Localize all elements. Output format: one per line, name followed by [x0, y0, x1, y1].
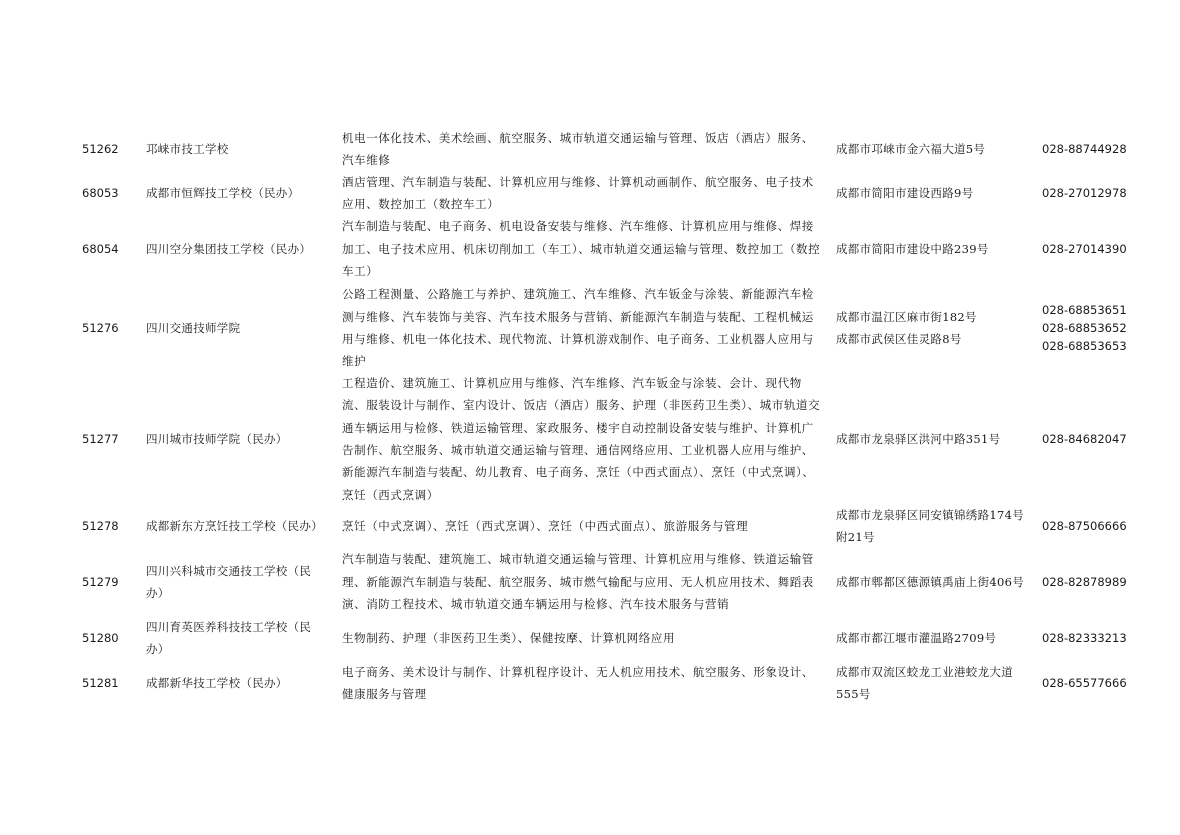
school-name: 四川城市技师学院（民办）	[146, 432, 288, 446]
table-row	[0, 215, 1180, 283]
school-majors: 酒店管理、汽车制造与装配、计算机应用与维修、计算机动画制作、航空服务、电子技术应用、数控加工（数控车工）	[342, 174, 814, 211]
school-name: 邛崃市技工学校	[146, 142, 229, 156]
school-address: 成都市都江堰市灌温路2709号	[836, 631, 997, 645]
school-code: 68053	[82, 186, 119, 200]
phone-number: 028-27014390	[1042, 242, 1127, 256]
phone-number: 028-88744928	[1042, 142, 1127, 156]
school-address: 成都市邛崃市金六福大道5号	[836, 142, 986, 156]
school-majors: 机电一体化技术、美术绘画、航空服务、城市轨道交通运输与管理、饭店（酒店）服务、汽车维修	[342, 130, 814, 167]
school-code: 51279	[82, 575, 119, 589]
school-phone	[1042, 373, 1132, 505]
school-address: 成都市温江区麻市街182号 成都市武侯区佳灵路8号	[836, 310, 977, 346]
school-name: 四川育英医养科技技工学校（民办）	[146, 620, 312, 656]
school-phone	[1042, 283, 1132, 373]
table-row	[0, 127, 1180, 171]
school-name: 四川兴科城市交通技工学校（民办）	[146, 564, 312, 600]
school-code: 68054	[82, 242, 119, 256]
table-row	[0, 283, 1180, 373]
school-address: 成都市龙泉驿区同安镇锦绣路174号附21号	[836, 508, 1025, 544]
school-majors: 烹饪（中式烹调）、烹饪（西式烹调）、烹饪（中西式面点）、旅游服务与管理	[342, 518, 749, 533]
phone-number: 028-65577666	[1042, 676, 1127, 690]
phone-number: 028-84682047	[1042, 432, 1127, 446]
school-code: 51262	[82, 142, 119, 156]
phone-number: 028-68853653	[1042, 339, 1127, 353]
school-majors: 工程造价、建筑施工、计算机应用与维修、汽车维修、汽车钣金与涂装、会计、现代物流、服装设计与制作、室内设计、饭店（酒店）服务、护理（非医药卫生类）、城市轨道交通车辆运用与检修、铁道运输管理、家政服务、楼宇自动控制设备安装与维护、计算机广告制作、航空服务、城市轨道交通运输与管理、通信网络应用、工业机器人应用与维护、新能源汽车制造与装配、幼儿教育、电子商务、烹饪（中西式面点）、烹饪（中式烹调）、烹饪（西式烹调）	[342, 375, 821, 502]
phone-number: 028-87506666	[1042, 519, 1127, 533]
school-name: 成都市恒辉技工学校（民办）	[146, 186, 300, 200]
school-majors: 汽车制造与装配、电子商务、机电设备安装与维修、汽车维修、计算机应用与维修、焊接加工、电子技术应用、机床切削加工（车工）、城市轨道交通运输与管理、数控加工（数控车工）	[342, 219, 821, 279]
school-address: 成都市简阳市建设西路9号	[836, 186, 974, 200]
table-row	[0, 617, 1180, 659]
school-phone	[1042, 659, 1132, 707]
table-row	[0, 373, 1180, 505]
phone-number: 028-82333213	[1042, 631, 1127, 645]
school-address: 成都市龙泉驿区洪河中路351号	[836, 432, 1001, 446]
school-address: 成都市简阳市建设中路239号	[836, 242, 989, 256]
school-name: 成都新华技工学校（民办）	[146, 676, 288, 690]
school-phone	[1042, 547, 1132, 617]
school-address: 成都市郫都区德源镇禹庙上街406号	[836, 575, 1025, 589]
school-majors: 公路工程测量、公路施工与养护、建筑施工、汽车维修、汽车钣金与涂装、新能源汽车检测与维修、汽车装饰与美容、汽车技术服务与营销、新能源汽车制造与装配、工程机械运用与维修、机电一体化技术、现代物流、计算机游戏制作、电子商务、工业机器人应用与维护	[342, 287, 814, 369]
school-code: 51276	[82, 321, 119, 335]
school-code: 51278	[82, 519, 119, 533]
school-majors: 生物制药、护理（非医药卫生类）、保健按摩、计算机网络应用	[342, 630, 676, 645]
phone-number: 028-82878989	[1042, 575, 1127, 589]
school-majors: 汽车制造与装配、建筑施工、城市轨道交通运输与管理、计算机应用与维修、铁道运输管理、新能源汽车制造与装配、航空服务、城市燃气输配与应用、无人机应用技术、舞蹈表演、消防工程技术、城市轨道交通车辆运用与检修、汽车技术服务与营销	[342, 552, 814, 612]
school-phone	[1042, 617, 1132, 659]
school-phone	[1042, 505, 1132, 547]
school-code: 51277	[82, 432, 119, 446]
school-code: 51281	[82, 676, 119, 690]
table-row	[0, 547, 1180, 617]
school-name: 四川交通技师学院	[146, 321, 241, 335]
table-row	[0, 505, 1180, 547]
school-phone	[1042, 171, 1132, 215]
school-name: 四川空分集团技工学校（民办）	[146, 242, 312, 256]
school-code: 51280	[82, 631, 119, 645]
table-row	[0, 171, 1180, 215]
phone-number: 028-27012978	[1042, 186, 1127, 200]
school-phone	[1042, 215, 1132, 283]
table-row	[0, 659, 1180, 707]
school-phone	[1042, 127, 1132, 171]
phone-number: 028-68853652	[1042, 321, 1127, 335]
school-name: 成都新东方烹饪技工学校（民办）	[146, 519, 323, 533]
phone-number: 028-68853651	[1042, 303, 1127, 317]
school-address: 成都市双流区蛟龙工业港蛟龙大道555号	[836, 665, 1013, 701]
school-majors: 电子商务、美术设计与制作、计算机程序设计、无人机应用技术、航空服务、形象设计、健康服务与管理	[342, 664, 814, 701]
